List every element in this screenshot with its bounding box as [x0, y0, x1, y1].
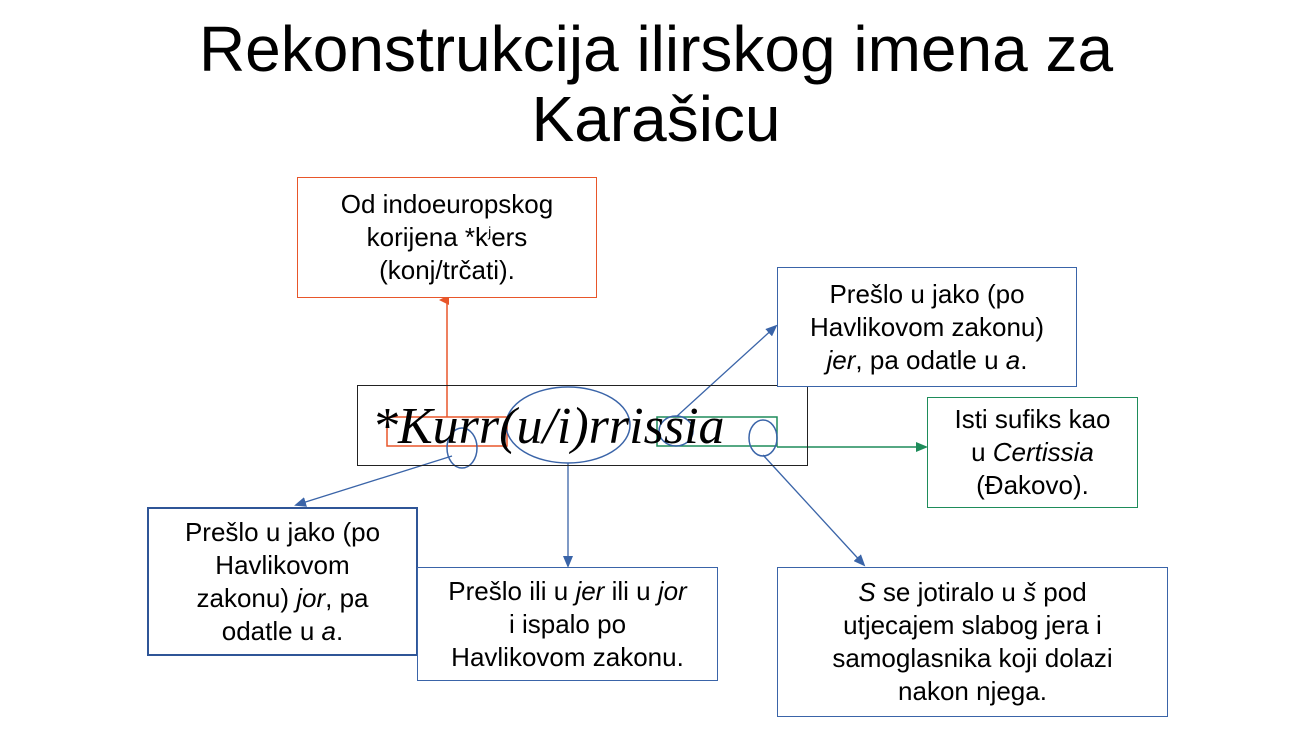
- jotation-line-3: samoglasnika koji dolazi: [832, 643, 1113, 673]
- origin-box: [297, 177, 597, 298]
- suffix-line-3: (Đakovo).: [976, 470, 1089, 500]
- dropped-jer-line-3: Havlikovom zakonu.: [451, 641, 684, 672]
- jotation-box: [777, 567, 1168, 717]
- jotation-line-2: utjecajem slabog jera i: [843, 610, 1102, 640]
- dropped-jer-line-2: i ispalo po: [508, 608, 627, 639]
- jotation-line-4: nakon njega.: [898, 676, 1047, 706]
- strong-jor-box: [147, 507, 418, 656]
- suffix-box: [927, 397, 1138, 508]
- dropped-jer-line-1: Prešlo ili u jer ili u jor: [448, 575, 687, 606]
- strong-jor-line-3: zakonu) jor, pa: [196, 582, 369, 613]
- reconstructed-form: *Kurr(u/i)rrissia: [372, 398, 725, 455]
- jotation-line-1: S se jotiralo u š pod: [858, 577, 1087, 607]
- strong-jer-line-1: Prešlo u jako (po: [829, 278, 1025, 309]
- suffix-line-2: u Certissia: [971, 437, 1094, 467]
- origin-line-3: (konj/trčati).: [379, 255, 515, 285]
- strong-jor-line-4: odatle u a.: [221, 615, 344, 646]
- strong-jer-line-3: jer, pa odatle u a.: [826, 344, 1028, 375]
- strong-jer-line-2: Havlikovom zakonu): [809, 311, 1045, 342]
- title-line-2: Karašicu: [531, 83, 781, 155]
- origin-line-1: Od indoeuropskog: [340, 189, 554, 219]
- arrow-to-bottom-right: [763, 455, 864, 565]
- strong-jer-box: [777, 267, 1077, 387]
- strong-jor-line-1: Prešlo u jako (po: [184, 516, 381, 547]
- origin-line-2: korijena $*k^jers$: [366, 222, 528, 252]
- strong-jor-line-2: Havlikovom: [215, 549, 350, 580]
- dropped-jer-box: [417, 567, 718, 681]
- suffix-line-1: Isti sufiks kao: [954, 404, 1111, 434]
- title-line-1: Rekonstrukcija ilirskog imena za: [198, 13, 1114, 85]
